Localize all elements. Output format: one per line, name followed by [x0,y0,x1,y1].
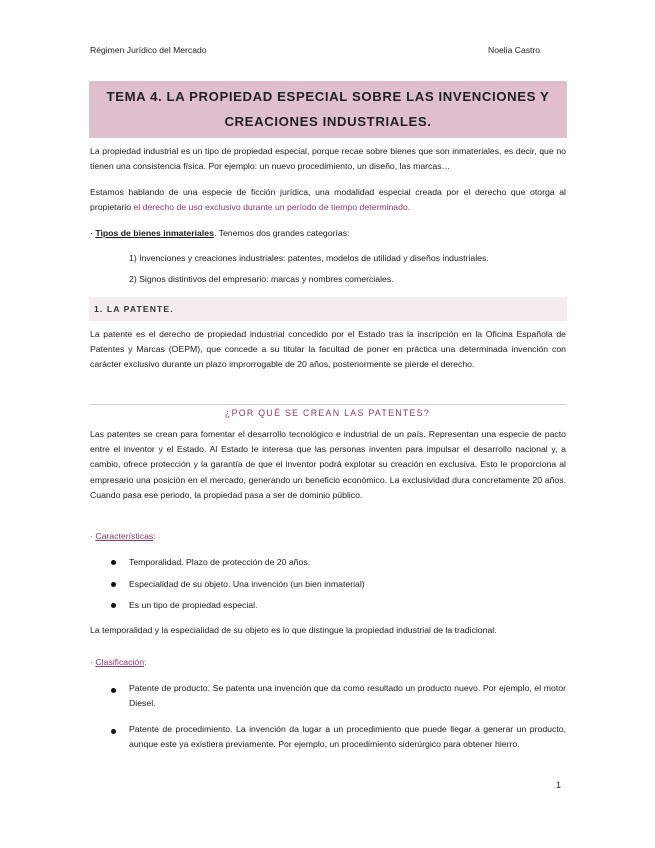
clasificacion-prefix: · [90,657,96,667]
clasificacion-label: Clasificación [95,657,145,667]
chapter-title-line1: TEMA 4. LA PROPIEDAD ESPECIAL SOBRE LAS INVENCIONES Y [106,89,550,104]
tipos-label: Tipos de bienes inmateriales [95,228,214,238]
caracteristica-item-2: Especialidad de su objeto. Una invención (un bien inmaterial) [129,579,365,589]
clasificacion-item-2: Patente de procedimiento. La invención da lugar a un procedimiento que puede llegar a generar un producto, aunque este ya existiera previamente. Por ejemplo, un procedimiento siderúrgico para obtener hierro. [129,724,566,750]
chapter-title-line2: CREACIONES INDUSTRIALES. [224,114,432,129]
why-heading: ¿POR QUÉ SE CREAN LAS PATENTES? [224,408,431,418]
section-patente-title: 1. LA PATENTE. [94,304,174,314]
tipos-item-2: 2) Signos distintivos del empresario: marcas y nombres comerciales. [129,274,394,284]
caracteristicas-heading [90,529,566,544]
bullet-dot [111,688,116,693]
divider-line [90,404,566,405]
clasificacion-suffix: : [144,657,147,667]
intro-p2-highlight: el derecho de uso exclusivo durante un período de tiempo determinado [133,202,408,213]
intro-p2-text: Estamos hablando de una especie de ficción jurídica, una modalidad especial creada por el derecho que otorga al propietario [90,187,566,213]
tipos-prefix: · [90,228,96,238]
tipos-item-1: 1) Invenciones y creaciones industriales: patentes, modelos de utilidad y diseños industriales. [129,253,489,263]
clasificacion-heading [90,655,566,670]
bullet-dot [111,582,116,587]
intro-p2-end: . [407,202,411,213]
caracteristicas-summary: La temporalidad y la especialidad de su objeto es lo que distingue la propiedad industrial de la tradicional. [90,625,497,635]
patente-paragraph: La patente es el derecho de propiedad industrial concedido por el Estado tras la inscripción en la Oficina Española de Patentes y Marcas (OEPM), que concede a su titular la facultad de poner en práctica una determinada invención con carácter exclusivo durante un plazo improrrogable de 20 años, posteriormente se pierde el derecho. [90,329,566,370]
intro-paragraph-1: La propiedad industrial es un tipo de propiedad especial, porque recae sobre bienes que son inmateriales, es decir, que no tienen una consistencia física. Por ejemplo: un nuevo procedimiento, un diseño, las marcas… [90,146,566,172]
header-course: Régimen Jurídico del Mercado [90,45,207,55]
caracteristica-item-3: Es un tipo de propiedad especial. [129,600,258,610]
caracteristicas-prefix: · [90,531,96,541]
header-author: Noelia Castro [488,45,541,55]
why-paragraph: Las patentes se crean para fomentar el desarrollo tecnológico e industrial de un país. Representan una especie de pacto entre el inventor y el Estado. Al Estado le interesa que las personas inventen para impulsar el desarrollo nacional y, a cambio, ofrece protección y la garantía de que el inventor podrá explotar su creación en exclusiva. Esto le proporciona al empresario una posición en el mercado, generando un beneficio económico. La exclusividad dura concretamente 20 años. Cuando pasa ese periodo, la propiedad pasa a ser de dominio público. [90,429,566,500]
bullet-dot [111,603,116,608]
caracteristicas-suffix: : [153,531,156,541]
clasificacion-item-1: Patente de producto. Se patenta una invención que da como resultado un producto nuevo. Por ejemplo, el motor Diesel. [129,683,566,709]
caracteristica-item-1: Temporalidad. Plazo de protección de 20 años. [129,557,311,567]
tipos-heading [90,226,566,241]
page-number: 1 [556,780,562,790]
intro-paragraph-2 [90,185,566,215]
bullet-dot [111,729,116,734]
section-patente-box [89,297,567,321]
tipos-rest: . Tenemos dos grandes categorías: [213,228,350,238]
bullet-dot [111,560,116,565]
chapter-title-box [89,81,567,138]
caracteristicas-label: Características [95,531,154,541]
